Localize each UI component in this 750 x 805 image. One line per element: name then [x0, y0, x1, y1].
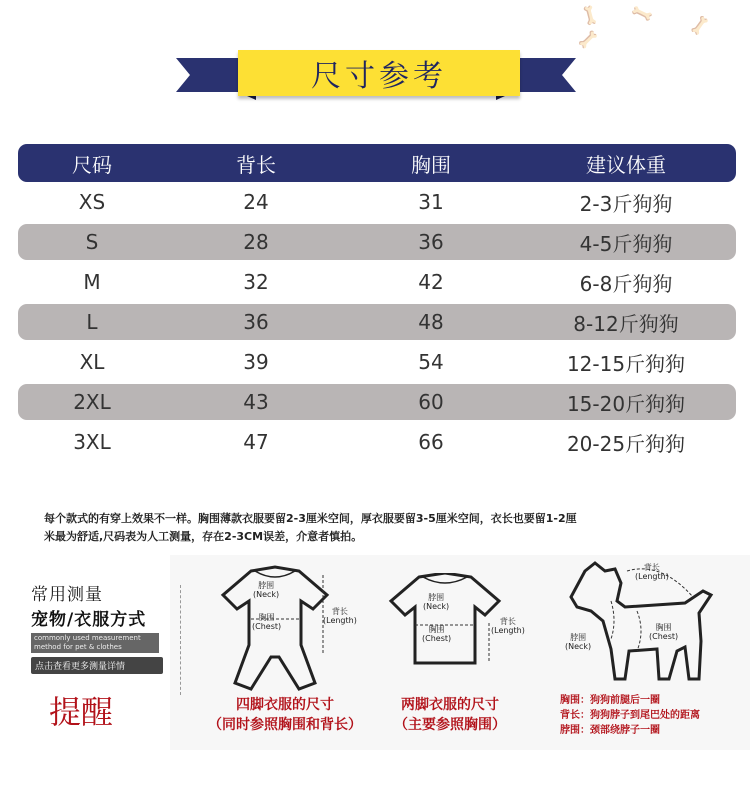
table-row	[18, 262, 736, 302]
cell-chest: 36	[418, 230, 444, 254]
cell-size: XS	[78, 190, 106, 214]
table-row	[18, 384, 736, 420]
four-leg-chest-label: 胸围 (Chest)	[252, 613, 282, 631]
cell-weight: 20-25斤狗狗	[566, 431, 686, 456]
note-line: 每个款式的有穿上效果不一样。胸围薄款衣服要留2-3厘米空间，厚衣服要留3-5厘米空间，衣长也要留1-2厘	[44, 512, 577, 525]
cell-weight: 6-8斤狗狗	[579, 271, 673, 296]
cell-chest: 31	[418, 190, 444, 214]
four-leg-neck-label: 脖围 (Neck)	[253, 581, 280, 599]
reminder-label: 提醒	[49, 693, 114, 731]
two-leg-garment-figure	[385, 573, 505, 673]
measurement-method-block	[31, 580, 181, 674]
cell-chest: 48	[418, 310, 444, 334]
cell-back-length: 36	[243, 310, 269, 334]
bone-icon: 🦴	[578, 29, 598, 50]
two-leg-neck-label: 脖围 (Neck)	[423, 593, 450, 611]
cell-weight: 4-5斤狗狗	[579, 231, 673, 256]
header-size: 尺码	[72, 152, 112, 177]
cell-back-length: 24	[243, 190, 269, 214]
cell-weight: 15-20斤狗狗	[566, 391, 686, 416]
cell-size: XL	[79, 350, 105, 374]
cell-chest: 60	[418, 390, 444, 414]
cell-chest: 54	[418, 350, 444, 374]
table-row	[18, 304, 736, 340]
cell-weight: 2-3斤狗狗	[579, 191, 673, 216]
size-reference-banner	[176, 48, 576, 100]
method-english	[31, 633, 159, 653]
method-title-1: 常用测量	[31, 585, 103, 605]
bone-icon: 🦴	[629, 1, 655, 26]
size-table	[18, 144, 736, 462]
cell-weight: 8-12斤狗狗	[573, 311, 679, 336]
dog-chest-label: 胸围 (Chest)	[649, 623, 679, 641]
bone-icon: 🦴	[576, 2, 604, 29]
cell-size: 2XL	[73, 390, 111, 414]
cell-chest: 66	[418, 430, 444, 454]
bone-icon: 🦴	[688, 14, 712, 37]
cell-weight: 12-15斤狗狗	[566, 351, 686, 376]
cell-back-length: 28	[243, 230, 269, 254]
four-leg-caption: 四脚衣服的尺寸 （同时参照胸围和背长）	[208, 697, 362, 733]
cell-size: S	[85, 230, 99, 254]
cell-size: L	[86, 310, 98, 334]
method-english-line: method for pet & clothes	[34, 643, 122, 651]
note-line: 米最为舒适,尺码表为人工测量，存在2-3CM误差，介意者慎拍。	[44, 530, 363, 543]
table-row	[18, 224, 736, 260]
cell-size: M	[83, 270, 101, 294]
cell-back-length: 39	[243, 350, 269, 374]
header-back-length: 背长	[236, 152, 276, 177]
table-row	[18, 182, 736, 222]
two-leg-length-label: 背长 (Length)	[491, 617, 525, 635]
dog-neck-label: 脖围 (Neck)	[565, 633, 592, 651]
two-leg-chest-label: 胸围 (Chest)	[422, 625, 452, 643]
header-weight: 建议体重	[586, 152, 666, 177]
table-row	[18, 422, 736, 462]
method-english-line: commonly used measurement	[34, 634, 141, 642]
two-leg-garment-icon	[385, 573, 505, 673]
cell-size: 3XL	[73, 430, 111, 454]
dog-legend-length: 背长：狗狗脖子到尾巴处的距离	[560, 710, 700, 721]
four-leg-length-label: 背长 (Length)	[323, 607, 357, 625]
dog-length-label: 背长 (Length)	[635, 563, 669, 581]
banner-box	[238, 50, 520, 96]
measurement-infographic	[25, 555, 750, 805]
bone-decorations	[570, 2, 750, 52]
table-header	[18, 144, 736, 182]
cell-back-length: 43	[243, 390, 269, 414]
dog-legend-chest: 胸围：狗狗前腿后一圈	[560, 695, 660, 706]
cell-chest: 42	[418, 270, 444, 294]
dog-legend-neck: 脖围：颈部绕脖子一圈	[560, 725, 660, 736]
more-details-link[interactable]: 点击查看更多测量详情	[31, 657, 163, 674]
two-leg-caption: 两脚衣服的尺寸 （主要参照胸围）	[394, 697, 506, 733]
cell-back-length: 32	[243, 270, 269, 294]
method-title-2: 宠物/衣服方式	[31, 610, 147, 630]
table-row	[18, 342, 736, 382]
header-chest: 胸围	[411, 152, 451, 177]
banner-title: 尺寸参考	[311, 59, 447, 94]
measurement-note	[44, 510, 714, 546]
cell-back-length: 47	[243, 430, 269, 454]
